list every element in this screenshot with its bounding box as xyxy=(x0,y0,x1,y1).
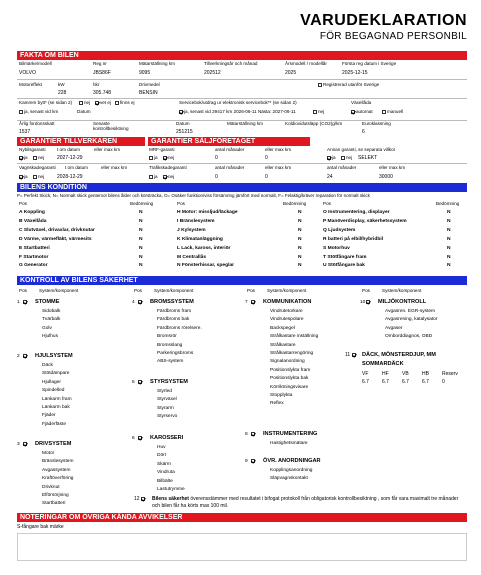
value-arsmodell: 2025 xyxy=(285,70,297,76)
section-heading-noteringar: NOTERINGAR OM ÖVRIGA KÄNDA AVVIKELSER xyxy=(17,513,467,522)
sakerhet-component: Bränslesystem xyxy=(42,459,74,465)
checkbox-mrf-ja[interactable]: ja xyxy=(149,155,158,160)
kondition-row xyxy=(19,236,159,245)
sakerhet-header-row xyxy=(17,288,467,294)
checkbox-nybil-ja[interactable]: ja xyxy=(19,155,28,160)
label-drivmedel: Drivmedel xyxy=(139,82,160,87)
section-heading-sakerhet: KONTROLL AV BILENS SÄKERHET xyxy=(17,276,467,285)
value-fordonsskatt: 1537 xyxy=(19,129,31,135)
label-bedomning: Bedömning xyxy=(130,201,154,206)
label-nybil-tom: t om datum xyxy=(57,147,80,152)
kondition-item-rating: N xyxy=(447,236,451,242)
sakerhet-group-5 xyxy=(132,378,188,422)
label-trafikskadegaranti: Trafikskadegaranti xyxy=(149,165,187,170)
checkbox-vagn-nej[interactable]: nej xyxy=(33,174,44,179)
group-pos: 9 xyxy=(245,459,248,464)
divider xyxy=(17,98,467,99)
garanti-row-2 xyxy=(17,165,467,182)
value-trafik-manader: 0 xyxy=(215,174,218,180)
checkbox-group-5[interactable] xyxy=(138,380,142,384)
sakerhet-component: Vindruta xyxy=(157,470,175,476)
label-system-komponent: System/komponent xyxy=(267,288,307,293)
label-mrf-km: eller max km xyxy=(265,147,292,152)
label-besiktning-datum: Datum xyxy=(176,121,190,126)
kondition-item-rating: N xyxy=(298,227,302,233)
kondition-item-label: S Motorhuv xyxy=(323,245,350,251)
kondition-item-label: C Slutväxel, drivaxlar, drivknutar xyxy=(19,227,95,233)
label-trafik-km: eller max km xyxy=(265,165,292,170)
dack-value: 6.7 xyxy=(402,379,409,385)
kondition-item-rating: N xyxy=(298,263,302,269)
sakerhet-component: Avgassystem xyxy=(42,467,71,473)
sakerhet-note-text xyxy=(152,496,467,510)
value-drivmedel: BENSIN xyxy=(139,90,158,96)
label-vagn-km: eller max km xyxy=(101,165,128,170)
value-tillverkningsar: 202512 xyxy=(204,70,221,76)
dack-header: HB xyxy=(422,371,429,377)
value-mrf-km: 0 xyxy=(265,155,268,161)
sakerhet-component: Strålkastare inställning xyxy=(270,334,319,340)
kondition-item-label: K Klimatanläggning xyxy=(177,236,223,242)
kondition-item-rating: N xyxy=(139,210,143,215)
sakerhet-component: Färdbroms rörelsere. xyxy=(157,325,202,331)
kondition-item-rating: N xyxy=(447,263,451,269)
sakerhet-component: Stötdämpare xyxy=(42,371,70,377)
sakerhet-component: Bilbälte xyxy=(157,478,173,484)
group-pos: 7 xyxy=(245,300,248,305)
checkbox-group-4[interactable] xyxy=(138,300,142,304)
label-trafik-manader: antal månader xyxy=(215,165,245,170)
dack-value: 6.7 xyxy=(362,379,369,385)
sakerhet-component: Omborddiagnos, OBD xyxy=(385,334,433,340)
group-pos: 1 xyxy=(17,300,20,305)
dack-header: HF xyxy=(382,371,389,377)
sakerhet-component: Skärm xyxy=(157,461,171,467)
kondition-item-rating: N xyxy=(139,227,143,233)
label-euroklassning: Euroklassning xyxy=(362,121,391,126)
group-title: STYRSYSTEM xyxy=(150,379,188,385)
value-vagn-date: 2028-12-29 xyxy=(57,174,83,180)
sakerhet-component: Motor xyxy=(42,450,55,456)
dack-header: VF xyxy=(362,371,369,377)
divider xyxy=(17,163,467,164)
group-title: HJULSYSTEM xyxy=(35,353,73,359)
checkbox-trafik-nej[interactable]: nej xyxy=(163,174,174,179)
value-regnr: JBS86F xyxy=(93,70,111,76)
checkbox-mrf-nej[interactable]: nej xyxy=(163,155,174,160)
kondition-row xyxy=(177,236,317,245)
kondition-header-row xyxy=(17,201,467,207)
checkbox-annan-ja[interactable]: ja xyxy=(327,155,336,160)
kondition-row xyxy=(177,227,317,236)
divider xyxy=(17,79,467,80)
label-motoreffekt: Motoreffekt xyxy=(19,82,42,87)
fakta-row-2 xyxy=(17,81,467,98)
kondition-row xyxy=(177,245,317,254)
kondition-item-label: G Generator xyxy=(19,263,48,269)
checkbox-group-8[interactable] xyxy=(251,432,255,436)
kondition-column-1 xyxy=(19,209,159,271)
label-annan-manader: antal månader xyxy=(327,165,357,170)
sakerhet-component: Startbatteri xyxy=(42,501,66,507)
dack-subtitle: SOMMARDÄCK xyxy=(362,361,404,367)
kondition-column-2 xyxy=(177,209,317,271)
label-system-komponent: System/komponent xyxy=(39,288,79,293)
checkbox-service-ja[interactable]: ja, senast vid 29417 km 2026-06-11 Nästa: 2027-06-11 xyxy=(179,109,296,114)
sakerhet-component: Kraftöverföring xyxy=(42,476,74,482)
kondition-row xyxy=(19,209,159,218)
kondition-item-label: L Lack, kaross, interiör xyxy=(177,245,231,251)
label-pos: Pos xyxy=(134,288,142,293)
label-vaxellada: Växellåda xyxy=(351,100,372,105)
label-pos: Pos xyxy=(177,201,185,206)
kondition-item-rating: N xyxy=(139,218,143,224)
noteringar-text: S-fångare bak märke xyxy=(17,524,64,530)
kondition-row xyxy=(177,262,317,271)
label-tillverkningsar: Tillverkningsår och månad xyxy=(204,61,258,66)
kondition-row xyxy=(323,262,463,271)
kondition-item-label: R batteri på elbil/hybridbil xyxy=(323,236,384,242)
section-heading-fakta: FAKTA OM BILEN xyxy=(17,51,467,60)
value-besiktning-km: 251215 xyxy=(176,129,193,135)
sakerhet-component: Elförsörjning xyxy=(42,492,69,498)
document-title-block xyxy=(300,12,467,42)
kondition-item-label: F Startmotor xyxy=(19,254,49,260)
sakerhet-component: Fjäderfäste xyxy=(42,421,66,427)
label-forsta-reg: Första reg datum i Sverige xyxy=(342,61,397,66)
kondition-item-rating: N xyxy=(139,245,143,251)
fakta-row-1 xyxy=(17,61,467,79)
dack-value: 0 xyxy=(442,379,445,385)
fakta-row-3 xyxy=(17,100,467,120)
sakerhet-component: Däck xyxy=(42,362,53,368)
checkbox-icon xyxy=(318,83,322,87)
label-fordonsskatt: Årlig fordonsskatt xyxy=(19,121,55,126)
label-pos: Pos xyxy=(323,201,331,206)
sakerhet-component: Positionslykta fram xyxy=(270,367,311,373)
kondition-item-label: N Fönsterhissar, speglar xyxy=(177,263,235,269)
checkbox-manuell[interactable]: manuell xyxy=(382,109,403,114)
kondition-item-rating: N xyxy=(447,227,451,233)
kondition-item-rating: N xyxy=(298,236,302,242)
sakerhet-component: Sidobalk xyxy=(42,308,61,314)
group-pos: 2 xyxy=(17,354,20,359)
value-kw: 228 xyxy=(58,90,67,96)
dack-title: DÄCK, MÖNSTERDJUP, MM xyxy=(362,352,436,358)
group-title: BROMSSYSTEM xyxy=(150,299,194,305)
label-registrerad-utanfor: Registrerad utanför Sverige xyxy=(323,82,380,87)
label-bedomning: Bedömning xyxy=(283,201,307,206)
dack-header: VB xyxy=(402,371,409,377)
kondition-row xyxy=(19,262,159,271)
sakerhet-component: Strålkastarrengöring xyxy=(270,350,314,356)
label-besiktning-km: Mätarställning km xyxy=(227,121,263,126)
checkbox-group-1[interactable] xyxy=(23,300,27,304)
sakerhet-component: Hjulhus xyxy=(42,334,58,340)
label-system-komponent: System/komponent xyxy=(382,288,422,293)
label-hkr: hkr xyxy=(93,82,100,87)
checkbox-group-2[interactable] xyxy=(23,354,27,358)
sakerhet-group-6 xyxy=(132,434,185,494)
label-kamrem-datum: Datum xyxy=(77,109,91,114)
section-heading-kondition: BILENS KONDITION xyxy=(17,183,467,192)
sakerhet-component: Styrväxel xyxy=(157,397,177,403)
value-trafik-km: 0 xyxy=(265,174,268,180)
note-pos: 12 xyxy=(134,496,140,502)
group-pos: 3 xyxy=(17,442,20,447)
note-body: överensstämmer med resultatet i bifogat protokoll från obligatorisk kontrollbesiktning , som får vara maximalt tre månader och bilen får ha körts max 100 mil. xyxy=(152,496,459,509)
sakerhet-note xyxy=(134,496,146,502)
checkbox-vagn-ja[interactable]: ja xyxy=(19,174,28,179)
sakerhet-component: Körriktningsvisare xyxy=(270,384,309,390)
kondition-legend: P= Perfekt Skick, N= Normalt skick gentemot bilens ålder och körsträcka, O= Osäker funktion/viss försämring jämfört med normalt, F= Felaktig/kräver reparation för normalt skick xyxy=(17,193,370,198)
kondition-row xyxy=(323,254,463,263)
kondition-row xyxy=(19,245,159,254)
dack-block xyxy=(345,352,458,391)
value-annan-km: 30000 xyxy=(379,174,393,180)
sakerhet-component: Bromsrör xyxy=(157,334,177,340)
value-matarstallning: 9095 xyxy=(139,70,151,76)
sakerhet-group-1 xyxy=(17,298,60,342)
label-pos: Pos xyxy=(362,288,370,293)
kondition-item-label: I Bränslesystem xyxy=(177,218,215,224)
kondition-row xyxy=(323,227,463,236)
section-heading-garanti-tillverkaren: GARANTIER TILLVERKAREN xyxy=(17,137,145,146)
label-servicebok: Servicebok/utdrag ur elektronisk servicebok** (se sidan 2) xyxy=(179,100,297,105)
group-pos: 6 xyxy=(132,436,135,441)
group-title: ÖVR. ANORDNINGAR xyxy=(263,458,321,464)
checkbox-bilens-sakerhet[interactable] xyxy=(141,497,145,501)
sakerhet-component: Hjullager xyxy=(42,379,61,385)
sakerhet-component: Vindrutetorkare xyxy=(270,308,303,314)
checkbox-group-7[interactable] xyxy=(251,300,255,304)
sakerhet-component: ABS-system xyxy=(157,359,184,365)
kondition-item-rating: N xyxy=(139,236,143,242)
label-pos: Pos xyxy=(247,288,255,293)
label-pos: Pos xyxy=(19,201,27,206)
label-arsmodell: Årsmodell / modellår xyxy=(285,61,327,66)
kondition-row xyxy=(323,209,463,218)
value-bilmarke: VOLVO xyxy=(19,70,36,76)
sakerhet-component: Släpvagnskontakt xyxy=(270,476,308,482)
kondition-row xyxy=(19,227,159,236)
checkbox-registrerad-utanfor[interactable] xyxy=(318,82,379,87)
group-title: DRIVSYSTEM xyxy=(35,441,72,447)
kondition-row xyxy=(19,218,159,227)
kondition-row xyxy=(323,245,463,254)
sakerhet-component: Golv xyxy=(42,325,52,331)
document-subtitle: FÖR BEGAGNAD PERSONBIL xyxy=(319,31,467,42)
sakerhet-component: Parkeringsbroms xyxy=(157,350,194,356)
label-system-komponent: System/komponent xyxy=(154,288,194,293)
sakerhet-component: Signalanordning xyxy=(270,359,305,365)
garanti-row-1 xyxy=(17,147,467,163)
sakerhet-component: Färdbroms fram xyxy=(157,308,192,314)
sakerhet-component: Dörr xyxy=(157,453,167,459)
group-title: MILJÖKONTROLL xyxy=(378,299,427,305)
kondition-item-rating: N xyxy=(298,254,302,260)
group-title: INSTRUMENTERING xyxy=(263,431,318,437)
kondition-item-rating: N xyxy=(447,254,451,260)
kondition-item-rating: N xyxy=(139,263,143,269)
sakerhet-component: Stopplykta xyxy=(270,392,293,398)
checkbox-group-9[interactable] xyxy=(251,459,255,463)
value-annan: SELEKT xyxy=(358,155,378,161)
dack-header: Reserv xyxy=(442,371,458,377)
kondition-item-rating: N xyxy=(447,218,451,224)
kondition-item-label: Q Ljudsystem xyxy=(323,227,356,233)
label-senaste-besiktning: Senaste kontrollbesiktning xyxy=(93,121,129,131)
sakerhet-component: Färdbroms bak xyxy=(157,317,190,323)
label-regnr: Reg nr xyxy=(93,61,107,66)
kondition-item-label: J Kylsystem xyxy=(177,227,206,233)
label-nybilsgaranti: Nybilsgaranti xyxy=(19,147,46,152)
checkbox-kamrem-vet-ej[interactable]: vet ej xyxy=(95,100,111,105)
checkbox-kamrem-finns-ej[interactable]: finns ej xyxy=(115,100,135,105)
kondition-row xyxy=(177,218,317,227)
sakerhet-group-7 xyxy=(245,298,318,409)
dack-pos: 11 xyxy=(345,352,357,358)
kondition-item-label: B Växellåda xyxy=(19,218,47,224)
checkbox-automat[interactable]: automat xyxy=(351,109,373,114)
group-pos: 5 xyxy=(132,380,135,385)
sakerhet-component: Länkarm bak xyxy=(42,404,70,410)
checkbox-kamrem-ja[interactable]: ja, senast vid km xyxy=(19,109,58,114)
checkbox-annan-nej[interactable]: nej xyxy=(341,155,352,160)
group-title: STOMME xyxy=(35,299,60,305)
sakerhet-component: Backspegel xyxy=(270,325,295,331)
group-pos: 10 xyxy=(360,300,366,305)
sakerhet-component: Styrservo xyxy=(157,414,178,420)
kondition-item-rating: N xyxy=(447,245,451,251)
kondition-item-rating: N xyxy=(298,245,302,251)
sakerhet-group-2 xyxy=(17,352,73,429)
sakerhet-component: Styrarm xyxy=(157,405,174,411)
label-annan-km: eller max km xyxy=(379,165,406,170)
label-co2: Koldioxidutsläpp (CO2)g/km xyxy=(285,121,343,126)
kondition-item-label: U Stötfångare bak xyxy=(323,263,365,269)
group-title: KOMMUNIKATION xyxy=(263,299,312,305)
sakerhet-component: Drivknut xyxy=(42,484,60,490)
label-kw: kW xyxy=(58,82,65,87)
kondition-item-rating: N xyxy=(298,210,302,215)
label-mrf: MRF-garanti xyxy=(149,147,175,152)
value-mrf-manader: 0 xyxy=(215,155,218,161)
sakerhet-component: Huv xyxy=(157,444,166,450)
kondition-row xyxy=(19,254,159,263)
kondition-item-rating: N xyxy=(447,210,451,215)
checkbox-group-3[interactable] xyxy=(23,442,27,446)
sakerhet-component: Avgasren. EGR-system xyxy=(385,308,436,314)
value-hkr: 305.748 xyxy=(93,90,112,96)
checkbox-dack[interactable] xyxy=(352,353,356,357)
sakerhet-component: Styrled xyxy=(157,388,172,394)
sakerhet-component: Lastutrymme xyxy=(157,486,185,492)
kondition-row xyxy=(323,218,463,227)
kondition-row xyxy=(177,254,317,263)
kondition-item-label: E Startbatteri xyxy=(19,245,50,251)
sakerhet-group-10 xyxy=(360,298,437,342)
sakerhet-component: Kopplingsanordning xyxy=(270,467,313,473)
noteringar-box[interactable] xyxy=(17,533,467,561)
group-title: KAROSSERI xyxy=(150,435,184,441)
sakerhet-component: Positionslykta bak xyxy=(270,376,309,382)
label-bedomning: Bedömning xyxy=(436,201,460,206)
group-pos: 4 xyxy=(132,300,135,305)
sakerhet-component: Tvärbalk xyxy=(42,317,61,323)
label-mrf-manader: antal månader xyxy=(215,147,245,152)
sakerhet-component: Hastighetsmätare xyxy=(270,440,308,446)
label-vagn-tom: t om datum xyxy=(65,165,88,170)
sakerhet-component: Avgasrening, katalysator xyxy=(385,317,438,323)
sakerhet-component: Spindelled xyxy=(42,388,65,394)
value-forsta-reg: 2025-12-15 xyxy=(342,70,368,76)
label-vagnskadegaranti: Vagnskadegaranti xyxy=(19,165,56,170)
checkbox-service-nej[interactable]: nej xyxy=(313,109,324,114)
kondition-item-label: H Motor: missljud/läckage xyxy=(177,210,238,215)
sakerhet-component: Länkarm fram xyxy=(42,396,72,402)
value-annan-manader: 24 xyxy=(327,174,333,180)
dack-value: 6.7 xyxy=(422,379,429,385)
dack-value: 6.7 xyxy=(382,379,389,385)
kondition-item-label: M Centrallås xyxy=(177,254,207,260)
sakerhet-component: Strålkastare xyxy=(270,342,296,348)
sakerhet-component: Fjäder xyxy=(42,413,56,419)
kondition-row xyxy=(177,209,317,218)
sakerhet-group-8 xyxy=(245,430,317,448)
sakerhet-component: Vindrutespolare xyxy=(270,317,304,323)
value-euroklassning: 6 xyxy=(362,129,365,135)
kondition-item-label: O Instrumentering, displayer xyxy=(323,210,390,215)
kondition-item-label: T Stötfångare fram xyxy=(323,254,367,260)
label-annan-garanti: Annan garanti, se separata villkor xyxy=(327,147,396,152)
fakta-row-4 xyxy=(17,121,467,137)
section-heading-garanti-saljforetaget: GARANTIER SÄLJFÖRETAGET xyxy=(148,137,310,146)
checkbox-nybil-nej[interactable]: nej xyxy=(33,155,44,160)
checkbox-group-10[interactable] xyxy=(366,300,370,304)
label-kamrem: Kamrem bytt* (se sidan 2) xyxy=(19,100,73,105)
sakerhet-group-3 xyxy=(17,440,73,509)
kondition-column-3 xyxy=(323,209,463,271)
dack-table xyxy=(362,371,458,391)
kondition-item-rating: N xyxy=(139,254,143,260)
sakerhet-group-9 xyxy=(245,457,321,484)
label-pos: Pos xyxy=(19,288,27,293)
checkbox-group-6[interactable] xyxy=(138,436,142,440)
label-nybil-km: eller max km xyxy=(94,147,121,152)
sakerhet-component: Bromsslang xyxy=(157,342,183,348)
value-nybil-date: 2027-12-29 xyxy=(57,155,83,161)
note-bold: Bilens säkerhet xyxy=(152,496,189,502)
sakerhet-component: Avgaser xyxy=(385,325,403,331)
group-pos: 8 xyxy=(245,432,248,437)
sakerhet-component: Reflex xyxy=(270,401,284,407)
sakerhet-group-4 xyxy=(132,298,202,367)
kondition-item-label: D Värme, värmefläkt, värmesits xyxy=(19,236,92,242)
document-title: VARUDEKLARATION xyxy=(300,12,467,29)
kondition-item-label: P Manöverdisplay, säkerhetssystem xyxy=(323,218,407,224)
checkbox-kamrem-nej[interactable]: nej xyxy=(79,100,90,105)
checkbox-trafik-ja[interactable]: ja xyxy=(149,174,158,179)
kondition-row xyxy=(323,236,463,245)
label-bilmarke: Bilmärke/modell xyxy=(19,61,52,66)
label-matarstallning: Mätarställning km xyxy=(139,61,175,66)
kondition-item-label: A Koppling xyxy=(19,210,45,215)
kondition-item-rating: N xyxy=(298,218,302,224)
